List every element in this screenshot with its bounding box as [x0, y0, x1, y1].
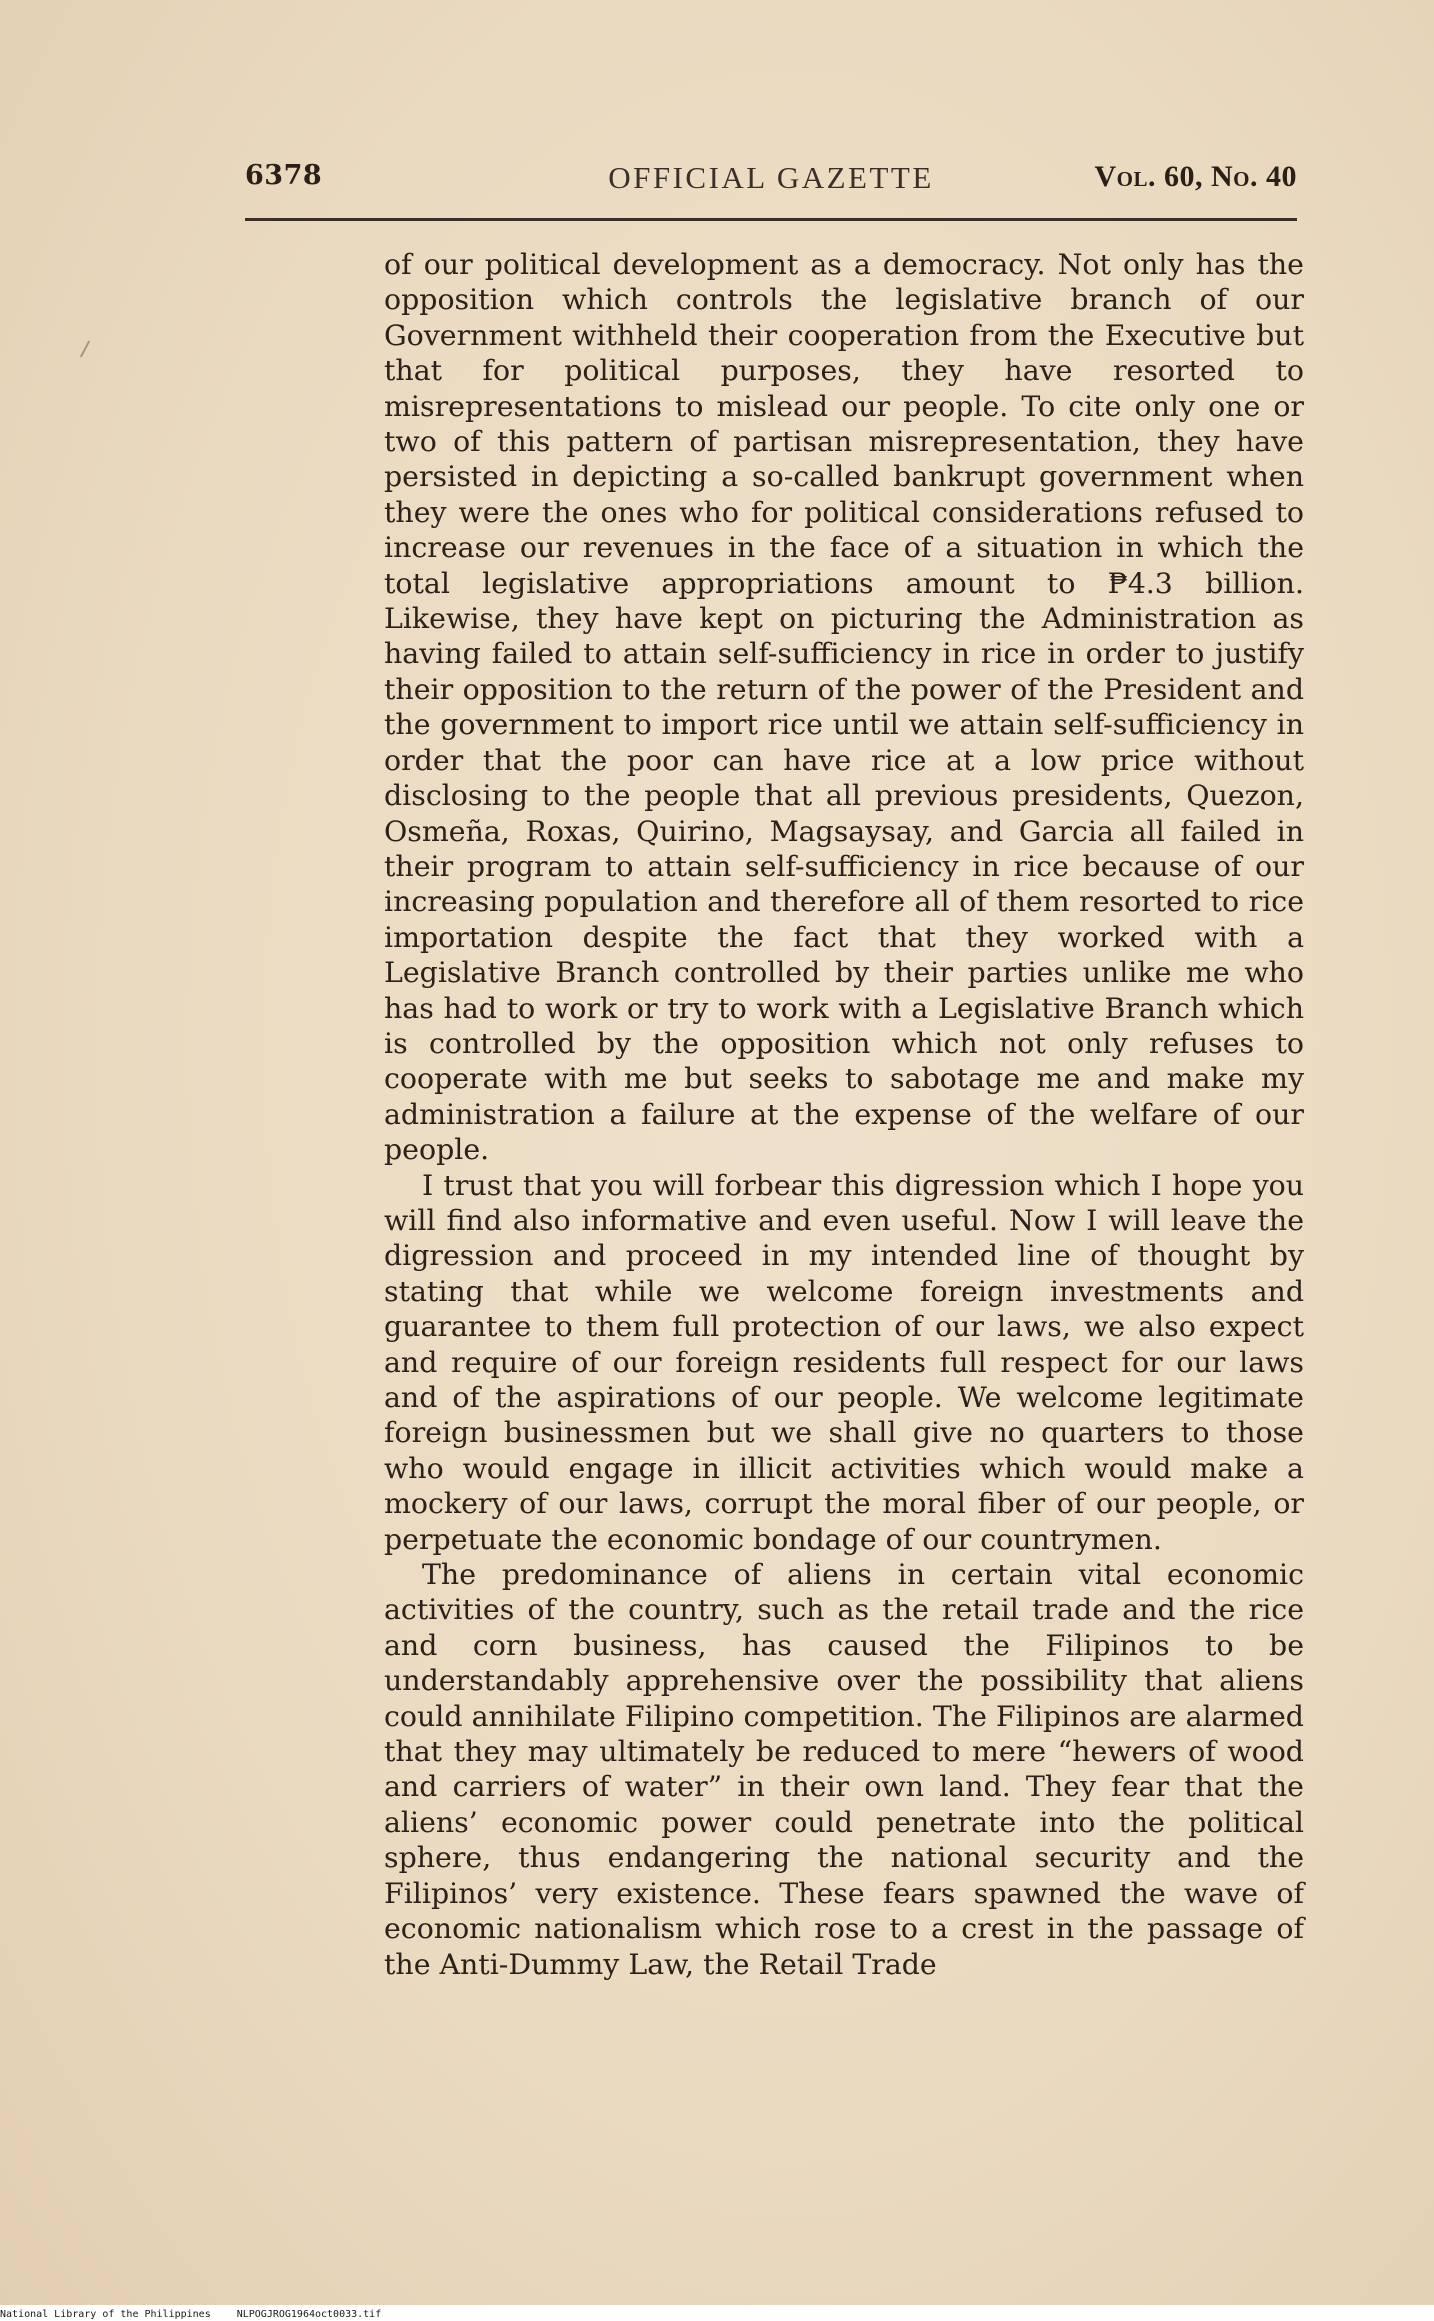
- page-header: [245, 160, 1297, 204]
- paragraph-3: The predominance of aliens in certain vital economic activities of the country, such as the retail trade and the rice and corn business, has caused the Filipinos to be understandably apprehensive over the possibility that aliens could annihilate Filipino competition. The Filipinos are alarmed that they may ultimately be reduced to mere “hewers of wood and carriers of water” in their own land. They fear that the aliens’ economic power could penetrate into the political sphere, thus endangering the national security and the Filipinos’ very existence. These fears spawned the wave of economic nationalism which rose to a crest in the passage of the Anti-Dummy Law, the Retail Trade: [384, 1558, 1304, 1981]
- volume-number: Vol. 60, No. 40: [1094, 160, 1297, 193]
- scan-footer-text: [0, 2309, 381, 2320]
- paragraph-2: I trust that you will forbear this digression which I hope you will find also informative and even useful. Now I will leave the digression and proceed in my intended line of thought by stating that while we welcome foreign investments and guarantee to them full protection of our laws, we also expect and require of our foreign residents full respect for our laws and of the aspirations of our people. We welcome legitimate foreign businessmen but we shall give no quarters to those who would engage in illicit activities which would make a mockery of our laws, corrupt the moral fiber of our people, or perpetuate the economic bondage of our countrymen.: [384, 1168, 1304, 1556]
- paragraph-1: of our political development as a democracy. Not only has the opposition which controls the legislative branch of our Government withheld their cooperation from the Executive but that for political purposes, they have resorted to misrepresentations to mislead our people. To cite only one or two of this pattern of partisan misrepresentation, they have persisted in depicting a so-called bankrupt government when they were the ones who for political considerations refused to increase our revenues in the face of a situation in which the total legislative appropriations amount to ₱4.3 billion. Likewise, they have kept on picturing the Administration as having failed to attain self-sufficiency in rice in order to justify their opposition to the return of the power of the President and the government to import rice until we attain self-sufficiency in order that the poor can have rice at a low price without disclosing to the people that all previous presidents, Quezon, Osmeña, Roxas, Quirino, Magsaysay, and Garcia all failed in their program to attain self-sufficiency in rice because of our increasing population and therefore all of them resorted to rice importation despite the fact that they worked with a Legislative Branch controlled by their parties unlike me who has had to work or try to work with a Legislative Branch which is controlled by the opposition which not only refuses to cooperate with me but seeks to sabotage me and make my administration a failure at the expense of the welfare of our people.: [384, 248, 1304, 1167]
- header-rule: [245, 218, 1297, 221]
- page-number: 6378: [245, 160, 323, 191]
- footer-file-id: NLPOGJROG1964oct0033.tif: [236, 2309, 382, 2320]
- body-text: [384, 247, 1304, 1982]
- margin-mark: [80, 341, 90, 358]
- scan-footer: [0, 2305, 1434, 2321]
- running-title: OFFICIAL GAZETTE: [608, 160, 934, 195]
- footer-library: National Library of the Philippines: [0, 2309, 211, 2320]
